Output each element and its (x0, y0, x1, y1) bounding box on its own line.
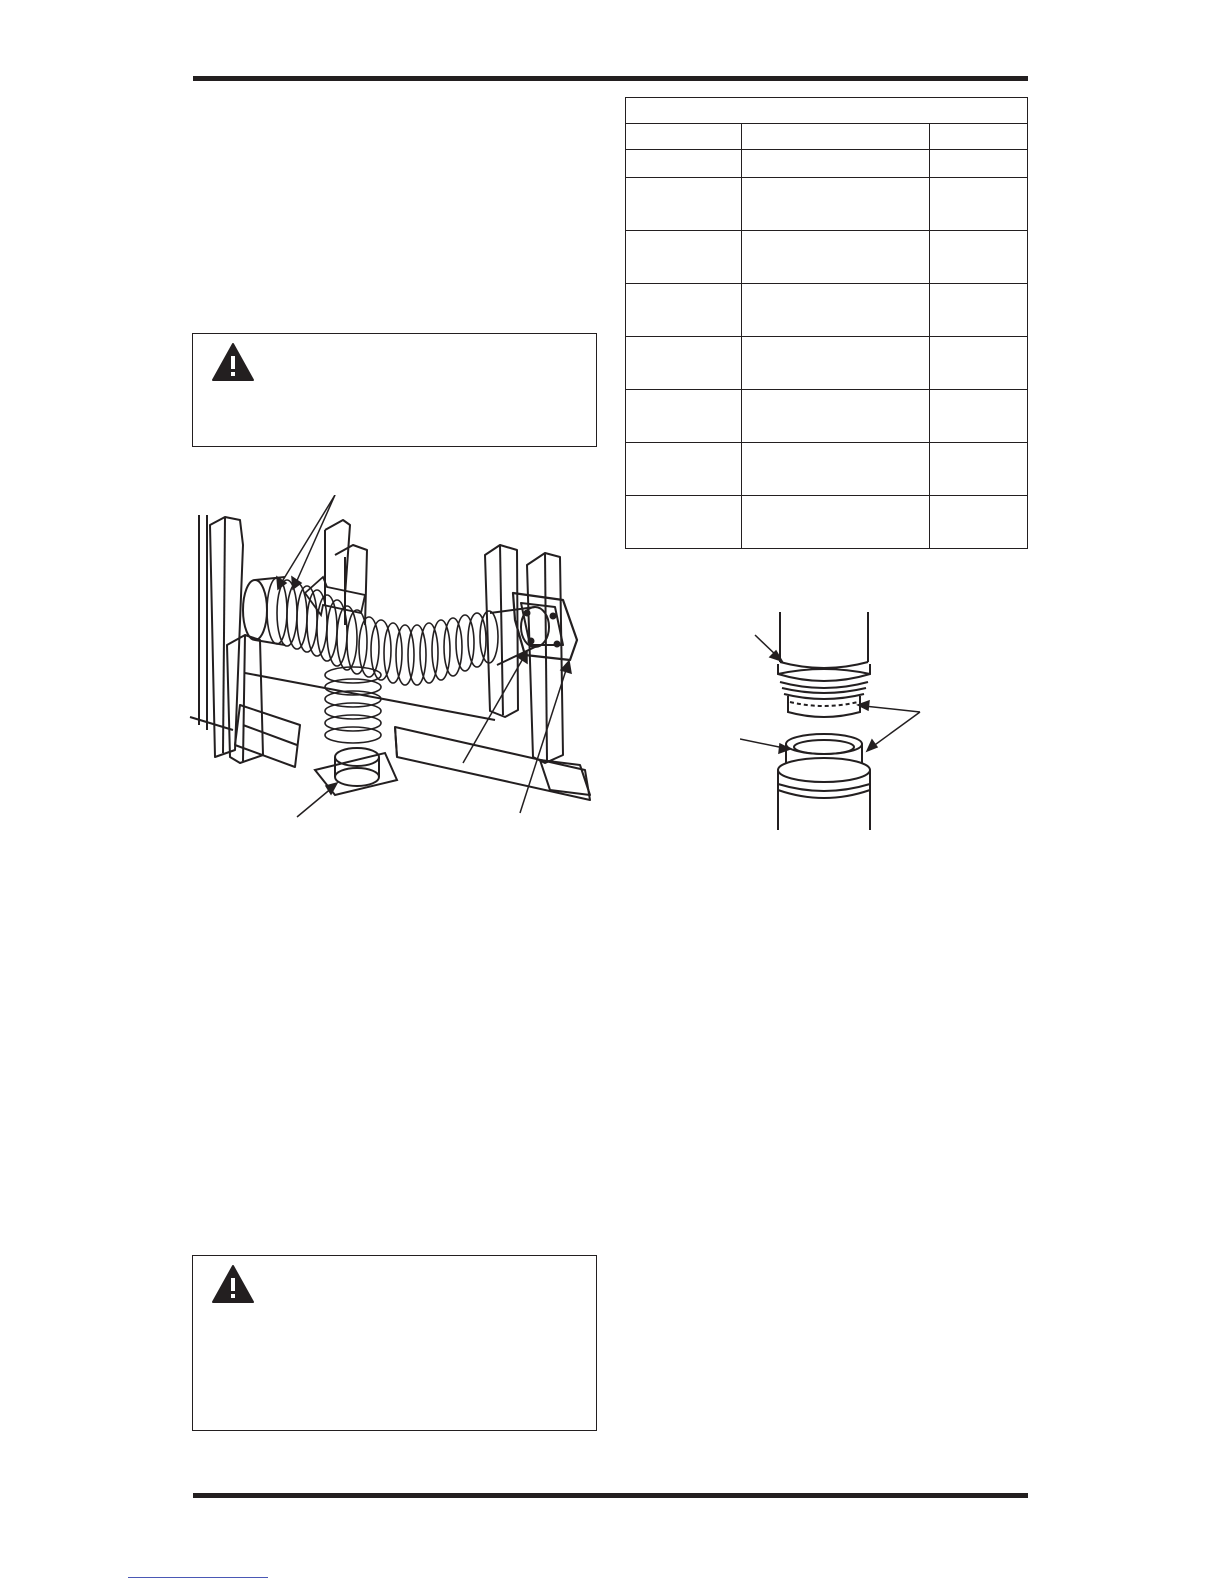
warning-box-top (192, 333, 597, 447)
table-row (626, 337, 1028, 390)
flex-duct-installation-illustration (185, 495, 600, 830)
table-title-row (626, 98, 1028, 124)
table-header-cell (626, 124, 742, 150)
table-row (626, 496, 1028, 549)
pipe-joint-illustration (740, 612, 940, 830)
footer-rule (193, 1493, 1028, 1498)
warning-triangle-icon (211, 1264, 255, 1304)
table-header-row (626, 124, 1028, 150)
header-rule (193, 76, 1028, 81)
table-header-cell (742, 124, 930, 150)
warning-triangle-icon (211, 342, 255, 382)
warning-box-bottom (192, 1255, 597, 1431)
footer-link-underline[interactable] (128, 1577, 268, 1578)
table-row (626, 390, 1028, 443)
table-row (626, 443, 1028, 496)
table-row (626, 150, 1028, 178)
table-row (626, 178, 1028, 231)
table-row (626, 231, 1028, 284)
table-header-cell (930, 124, 1028, 150)
table-title-cell (626, 98, 1028, 124)
specification-table (625, 97, 1028, 549)
table-row (626, 284, 1028, 337)
